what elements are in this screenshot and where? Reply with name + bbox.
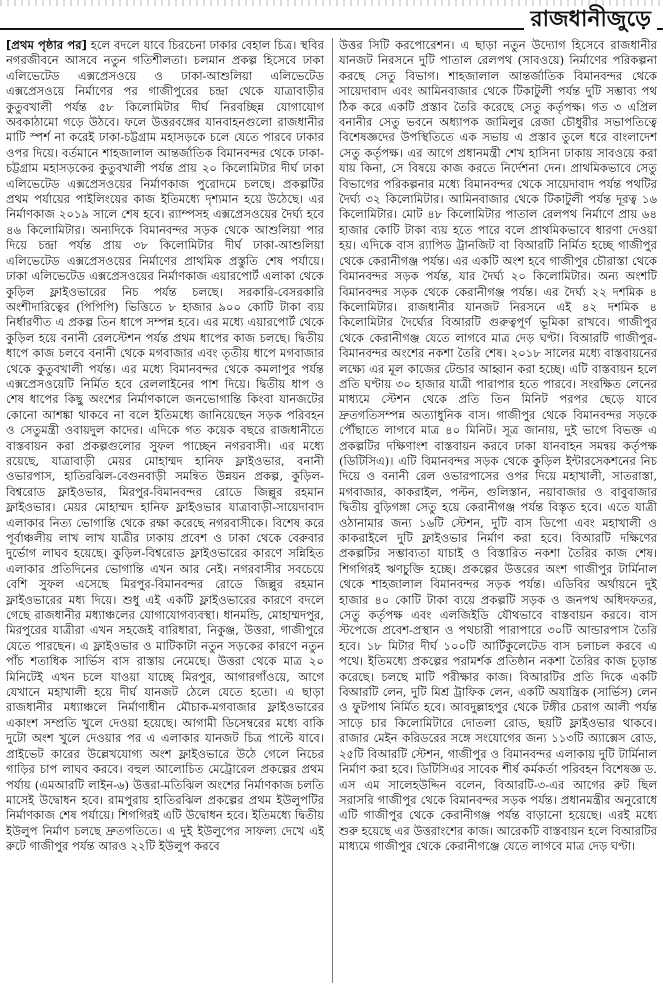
column-1-text xyxy=(6,38,324,855)
article-body xyxy=(6,38,657,983)
article-column-1 xyxy=(6,38,324,983)
column-2-text xyxy=(339,38,657,855)
column-1-body: হলে বদলে যাবে চিরচেনা ঢাকার বেহাল চিত্র। স্থবির নগরজীবনে আসবে নতুন গতিশীলতা। চলমান প্রকল্প হিসেবে ঢাকা এলিভেটেড এক্সপ্রেসওয়ে ও ঢাকা-আশুলিয়া এলিভেটেড এক্সপ্রেসওয়ে নির্মাণের পর গাজীপুরের চন্দ্রা থেকে যাত্রাবাড়ীর কুতুবখালী পর্যন্ত ৫৮ কিলোমিটার দীর্ঘ নিরবচ্ছিন্ন যোগাযোগ অবকাঠামো গড়ে উঠবে। ফলে উত্তরবঙ্গের যানবাহনগুলো রাজধানীর মাটি স্পর্শ না করেই ঢাকা-চট্টগ্রাম মহাসড়কে চলে যেতে পারবে ঢাকার ওপর দিয়ে। বর্তমানে শাহজালাল আন্তর্জাতিক বিমানবন্দর থেকে ঢাকা-চট্টগ্রাম মহাসড়কের কুতুবখালী পর্যন্ত প্রায় ২০ কিলোমিটার দীর্ঘ ঢাকা এলিভেটেড এক্সপ্রেসওয়ের নির্মাণকাজ পুরোদমে চলছে। প্রকল্পটির প্রথম পর্যায়ের পাইলিংয়ের কাজ ইতিমধ্যে দৃশ্যমান হয়ে উঠেছে। এর নির্মাণকাজ ২০১৯ সালে শেষ হবে। র‍্যাম্পসহ এক্সপ্রেসওয়ের দৈর্ঘ্য হবে ৪৬ কিলোমিটার। অন্যদিকে বিমানবন্দর সড়ক থেকে আশুলিয়া পার দিয়ে চন্দ্রা পর্যন্ত প্রায় ৩৮ কিলোমিটার দীর্ঘ ঢাকা-আশুলিয়া এলিভেটেড এক্সপ্রেসওয়ের নির্মাণের প্রাথমিক প্রস্তুতি শেষ পর্যায়ে। ঢাকা এলিভেটেড এক্সপ্রেসওয়ের নির্মাণকাজ এয়ারপোর্ট এলাকা থেকে কুড়িল ফ্লাইওভারের নিচ পর্যন্ত চলছে। সরকারি-বেসরকারি অংশীদারিত্বের (পিপিপি) ভিত্তিতে ৮ হাজার ৯০০ কোটি টাকা ব্যয় নির্ধারণীত এ প্রকল্প তিন ধাপে সম্পন্ন হবে। এর মধ্যে এয়ারপোর্ট থেকে কুড়িল হয়ে বনানী রেলস্টেশন পর্যন্ত প্রথম ধাপের কাজ চলছে। দ্বিতীয় ধাপে কাজ চলবে বনানী থেকে মগবাজার এবং তৃতীয় ধাপে মগবাজার থেকে কুতুবখালী পর্যন্ত। এর মধ্যে বিমানবন্দর থেকে কমলাপুর পর্যন্ত এক্সপ্রেসওয়েটি নির্মিত হবে রেললাইনের পাশ দিয়ে। দ্বিতীয় ধাপ ও শেষ ধাপের কিছু অংশের নির্মাণকালে জনভোগান্তি কিংবা যানজটের কোনো আশঙ্কা থাকবে না বলে ইতিমধ্যে জানিয়েছেন সড়ক পরিবহন ও সেতুমন্ত্রী ওবায়দুল কাদের। এদিকে গত কয়েক বছরে রাজধানীতে বাস্তবায়ন করা প্রকল্পগুলোর সুফল পাচ্ছেন নগরবাসী। এর মধ্যে রয়েছে, যাত্রাবাড়ী মেয়র মোহাম্মদ হানিফ ফ্লাইওভার, বনানী ওভারপাস, হাতিরঝিল-বেগুনবাড়ী সমন্বিত উন্নয়ন প্রকল্প, কুড়িল-বিশ্বরোড ফ্লাইওভার, মিরপুর-বিমানবন্দর রোডে জিল্লুর রহমান ফ্লাইওভার। মেয়র মোহাম্মদ হানিফ ফ্লাইওভার যাত্রাবাড়ী-সায়েদাবাদ এলাকার নিত্য ভোগান্তি থেকে রক্ষা করেছে নগরবাসীকে। বিশেষ করে পূর্বাঞ্চলীয় লাখ লাখ যাত্রীর ঢাকায় প্রবেশ ও ঢাকা থেকে বেরুবার দুর্ভোগ লাঘব হয়েছে। কুড়িল-বিশ্বরোড ফ্লাইওভারের কারণে সন্নিহিত এলাকার প্রতিদিনের ভোগান্তি এখন আর নেই। নগরবাসীর সবচেয়ে বেশি সুফল এসেছে মিরপুর-বিমানবন্দর রোডে জিল্লুর রহমান ফ্লাইওভারের মধ্য দিয়ে। শুধু এই একটি ফ্লাইওভারের কারণে বদলে গেছে রাজধানীর মধ্যাঞ্চলের যোগাযোগব্যবস্থা। ধানমন্ডি, মোহাম্মদপুর, মিরপুরের যাত্রীরা এখন সহজেই বারিধারা, নিকুঞ্জ, উত্তরা, গাজীপুরে যেতে পারছেন। এ ফ্লাইওভার ও মাটিকাটা নতুন সড়কের কারণে নতুন পাঁচ শতাধিক সার্ভিস বাস রাস্তায় নেমেছে। উত্তরা থেকে মাত্র ২০ মিনিটেই এখন চলে যাওয়া যাচ্ছে মিরপুর, আগারগাঁওয়ে, আগে যেখানে মহাখালী হয়ে দীর্ঘ যানজট ঠেলে যেতে হতো। এ ছাড়া রাজধানীর মধ্যাঞ্চলে নির্মাণাধীন মৌচাক-মগবাজার ফ্লাইওভারের একাংশ সম্প্রতি খুলে দেওয়া হয়েছে। আগামী ডিসেম্বরের মধ্যে বাকি দুটো অংশ খুলে দেওয়ার পর এ এলাকার যানজট চিত্র পাল্টে যাবে। প্রাইভেট কারের উল্লেখযোগ্য অংশ ফ্লাইওভারে উঠে গেলে নিচের গাড়ির চাপ লাঘব করবে। বহুল আলোচিত মেট্রোরেল প্রকল্পের প্রথম পর্যায় (এমআরটি লাইন-৬) উত্তরা-মতিঝিল অংশের নির্মাণকাজ চলতি মাসেই উদ্বোধন হবে। রামপুরায় হাতিরঝিল প্রকল্পের প্রথম ইউলুপটির নির্মাণকাজ শেষ পর্যায়ে। শিগগিরই এটি উদ্বোধন হবে। ইতিমধ্যে দ্বিতীয় ইউলুপ নির্মাণ চলছে দ্রুতগতিতে। এ দুই ইউলুপের সাফল্য দেখে এই রুটে গাজীপুর পর্যন্ত আরও ২২টি ইউলুপ করবে xyxy=(6,38,324,854)
column-2-body: উত্তর সিটি করপোরেশন। এ ছাড়া নতুন উদ্যোগ হিসেবে রাজধানীর যানজট নিরসনে দুটি পাতাল রেলপথ (সাবওয়ে) নির্মাণের পরিকল্পনা করছে সেতু বিভাগ। শাহজালাল আন্তর্জাতিক বিমানবন্দর থেকে সায়েদাবাদ এবং আমিনবাজার থেকে টিকাটুলী পর্যন্ত দুটি সম্ভাব্য পথ ঠিক করে একটি প্রস্তাব তৈরি করেছে সেতু কর্তৃপক্ষ। গত ৩ এপ্রিল বনানীর সেতু ভবনে অধ্যাপক জামিলুর রেজা চৌধুরীর সভাপতিত্বে বিশেষজ্ঞদের উপস্থিতিতে এক সভায় এ প্রস্তাব তুলে ধরে বাংলাদেশ সেতু কর্তৃপক্ষ। এর আগে প্রধানমন্ত্রী শেখ হাসিনা ঢাকায় সাবওয়ে করা যায় কিনা, সে বিষয়ে কাজ করতে নির্দেশনা দেন। প্রাথমিকভাবে সেতু বিভাগের পরিকল্পনার মধ্যে বিমানবন্দর থেকে সায়েদাবাদ পর্যন্ত পথটির দৈর্ঘ্য ৩২ কিলোমিটার। আমিনবাজার থেকে টিকাটুলী পর্যন্ত দূরত্ব ১৬ কিলোমিটার। মোট ৪৮ কিলোমিটার পাতাল রেলপথ নির্মাণে প্রায় ৬৪ হাজার কোটি টাকা ব্যয় হতে পারে বলে প্রাথমিকভাবে ধারণা দেওয়া হয়। এদিকে বাস র‍্যাপিড ট্রানজিট বা বিআরটি নির্মিত হচ্ছে গাজীপুর থেকে কেরানীগঞ্জ পর্যন্ত। এর একটি অংশ হবে গাজীপুর চৌরাস্তা থেকে বিমানবন্দর সড়ক পর্যন্ত, যার দৈর্ঘ্য ২০ কিলোমিটার। অন্য অংশটি বিমানবন্দর সড়ক থেকে কেরানীগঞ্জ পর্যন্ত। এর দৈর্ঘ্য ২২ দশমিক ৪ কিলোমিটার। রাজধানীর যানজট নিরসনে এই ৪২ দশমিক ৪ কিলোমিটার দৈর্ঘ্যের বিআরটি গুরুত্বপূর্ণ ভূমিকা রাখবে। গাজীপুর থেকে কেরানীগঞ্জ যেতে লাগবে মাত্র দেড় ঘণ্টা। বিআরটি গাজীপুর-বিমানবন্দর অংশের নকশা তৈরি শেষ। ২০১৮ সালের মধ্যে বাস্তবায়নের লক্ষ্যে এর মূল কাজের টেন্ডার আহ্বান করা হচ্ছে। এটি বাস্তবায়ন হলে প্রতি ঘণ্টায় ৩০ হাজার যাত্রী পারাপার হতে পারবে। সংরক্ষিত লেনের মাধ্যমে স্টেশন থেকে প্রতি তিন মিনিট পরপর ছেড়ে যাবে দ্রুতগতিসম্পন্ন অত্যাধুনিক বাস। গাজীপুর থেকে বিমানবন্দর সড়কে পৌঁছাতে লাগবে মাত্র ৪০ মিনিট। সূত্র জানায়, দুই ভাগে বিভক্ত এ প্রকল্পটির দক্ষিণাংশ বাস্তবায়ন করবে ঢাকা যানবাহন সমন্বয় কর্তৃপক্ষ (ডিটিসিএ)। এটি বিমানবন্দর সড়ক থেকে কুড়িল ইন্টারসেকশনের নিচ দিয়ে ও বনানী রেল ওভারপাসের ওপর দিয়ে মহাখালী, সাতরাস্তা, মগবাজার, কাকরাইল, পল্টন, গুলিস্তান, নয়াবাজার ও বাবুবাজার দ্বিতীয় বুড়িগঙ্গা সেতু হয়ে কেরানীগঞ্জ পর্যন্ত বিস্তৃত হবে। এতে যাত্রী ওঠানামার জন্য ১৬টি স্টেশন, দুটি বাস ডিপো এবং মহাখালী ও কাকরাইলে দুটি ফ্লাইওভার নির্মাণ করা হবে। বিআরটি দক্ষিণের প্রকল্পটির সম্ভাব্যতা যাচাই ও বিস্তারিত নকশা তৈরির কাজ শেষ। শিগগিরই ঋণচুক্তি হচ্ছে। প্রকল্পের উত্তরের অংশ গাজীপুর টার্মিনাল থেকে শাহজালাল বিমানবন্দর সড়ক পর্যন্ত। এডিবির অর্থায়নে দুই হাজার ৪০ কোটি টাকা ব্যয়ে প্রকল্পটি সড়ক ও জনপথ অধিদফতর, সেতু কর্তৃপক্ষ এবং এলজিইডি যৌথভাবে বাস্তবায়ন করবে। বাস স্টপেজে প্রবেশ-প্রস্থান ও পথচারী পারাপারে ৩০টি আন্ডারপাস তৈরি হবে। ১৮ মিটার দীর্ঘ ১০০টি আর্টিকুলেটেড বাস চলাচল করবে এ পথে। ইতিমধ্যে প্রকল্পের পরামর্শক প্রতিষ্ঠান নকশা তৈরির কাজ চূড়ান্ত করেছে। চলছে মাটি পরীক্ষার কাজ। বিআরটির প্রতি দিকে একটি বিআরটি লেন, দুটি মিশ্র ট্রাফিক লেন, একটি অযান্ত্রিক (সার্ভিস) লেন ও ফুটপাথ নির্মিত হবে। আবদুল্লাহপুর থেকে টঙ্গীর চেরাগ আলী পর্যন্ত সাড়ে চার কিলোমিটারে দোতলা রোড, ছয়টি ফ্লাইওভার থাকবে। রাজার মেইন করিডরের সঙ্গে সংযোগের জন্য ১১৩টি অ্যাক্সেস রোড, ২৫টি বিআরটি স্টেশন, গাজীপুর ও বিমানবন্দর এলাকায় দুটি টার্মিনাল নির্মাণ করা হবে। ডিটিসিএর সাবেক শীর্ষ কর্মকর্তা পরিবহন বিশেষজ্ঞ ড. এস এম সালেহউদ্দিন বলেন, বিআরটি-৩-এর আগের রুট ছিল সরাসরি গাজীপুর থেকে বিমানবন্দর সড়ক পর্যন্ত। প্রধানমন্ত্রীর অনুরোধে এটি গাজীপুর থেকে কেরানীগঞ্জ পর্যন্ত বাড়ানো হয়েছে। এরই মধ্যে শুরু হয়েছে এর উত্তরাংশের কাজ। আরেকটি বাস্তবায়ন হলে বিআরটির মাধ্যমে গাজীপুর থেকে কেরানীগঞ্জে যেতে লাগবে মাত্র দেড় ঘণ্টা। xyxy=(339,38,657,854)
article-column-2 xyxy=(332,38,657,983)
section-header xyxy=(0,6,663,36)
continuation-kicker: [প্রথম পৃষ্ঠার পর] xyxy=(6,38,87,52)
section-title: রাজধানীজুড়ে xyxy=(524,6,657,34)
